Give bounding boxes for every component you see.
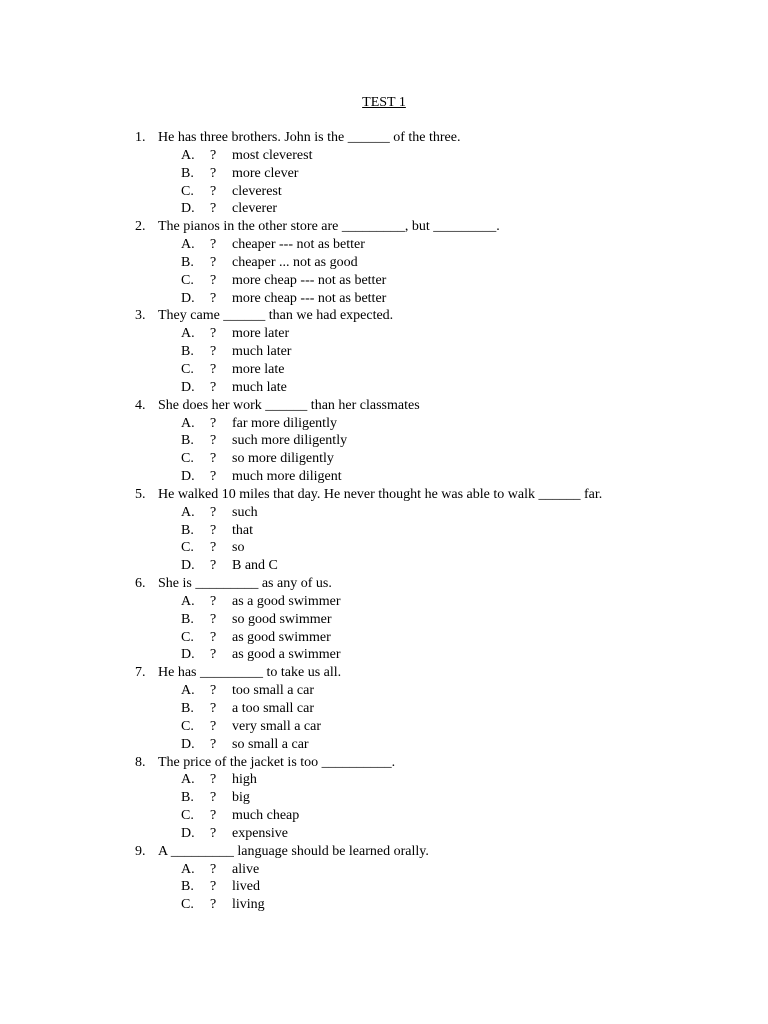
question-number: 6. (135, 576, 146, 592)
question-text: He has three brothers. John is the ______ of the three. (158, 130, 461, 145)
option-text: much more diligent (232, 469, 342, 485)
option-marker: ? (210, 201, 217, 217)
answer-option (0, 557, 768, 575)
question-text: They came ______ than we had expected. (158, 308, 394, 324)
option-text: so good swimmer (232, 611, 332, 627)
option-letter: D. (181, 647, 195, 663)
question-list (0, 129, 768, 914)
answer-option (0, 522, 768, 540)
option-text: cleverest (232, 183, 282, 199)
question-row (0, 575, 768, 593)
answer-option (0, 432, 768, 450)
option-text: B and C (232, 558, 278, 574)
option-text: much late (232, 379, 287, 395)
option-text: big (232, 790, 250, 806)
answer-option (0, 200, 768, 218)
answer-option (0, 807, 768, 825)
option-text: as a good swimmer (232, 593, 341, 609)
option-marker: ? (210, 558, 217, 574)
question-number: 3. (135, 308, 146, 324)
answer-option (0, 611, 768, 629)
option-marker: ? (210, 861, 217, 877)
answer-option (0, 539, 768, 557)
answer-option (0, 700, 768, 718)
answer-option (0, 272, 768, 290)
answer-option (0, 361, 768, 379)
option-text: so (232, 540, 245, 556)
answer-option (0, 878, 768, 896)
option-marker: ? (210, 808, 217, 824)
option-letter: C. (181, 540, 194, 556)
option-text: more late (232, 361, 285, 377)
question-row (0, 129, 768, 147)
option-marker: ? (210, 379, 217, 395)
option-letter: A. (181, 593, 195, 609)
answer-option (0, 736, 768, 754)
option-letter: C. (181, 183, 194, 199)
question-row (0, 664, 768, 682)
option-text: as good a swimmer (232, 647, 341, 663)
question-row (0, 486, 768, 504)
option-marker: ? (210, 647, 217, 663)
answer-option (0, 468, 768, 486)
option-marker: ? (210, 326, 217, 342)
option-letter: B. (181, 879, 194, 895)
option-letter: B. (181, 790, 194, 806)
option-text: more cheap --- not as better (232, 290, 387, 306)
question-number: 4. (135, 397, 146, 413)
option-text: very small a car (232, 718, 322, 734)
answer-option (0, 718, 768, 736)
page-title: TEST 1 (362, 95, 406, 110)
option-marker: ? (210, 451, 217, 467)
option-letter: D. (181, 379, 195, 395)
answer-option (0, 504, 768, 522)
option-marker: ? (210, 736, 217, 752)
option-letter: D. (181, 736, 195, 752)
question-text: A _________ language should be learned orally. (158, 843, 429, 859)
option-letter: B. (181, 344, 194, 360)
option-text: so small a car (232, 736, 309, 752)
option-letter: B. (181, 611, 194, 627)
option-marker: ? (210, 344, 217, 360)
question-row (0, 754, 768, 772)
option-text: so more diligently (232, 451, 334, 467)
question-text: He walked 10 miles that day. He never thought he was able to walk ______ far. (158, 486, 603, 502)
option-marker: ? (210, 469, 217, 485)
option-marker: ? (210, 165, 217, 181)
option-text: much cheap (232, 808, 300, 824)
option-marker: ? (210, 683, 217, 699)
answer-option (0, 343, 768, 361)
option-letter: A. (181, 326, 195, 342)
question-text: She is _________ as any of us. (158, 576, 332, 592)
option-text: lived (232, 879, 260, 895)
question-number: 7. (135, 665, 146, 681)
answer-option (0, 379, 768, 397)
option-text: cheaper --- not as better (232, 237, 365, 253)
answer-option (0, 450, 768, 468)
option-letter: B. (181, 165, 194, 181)
option-text: more clever (232, 165, 299, 181)
option-marker: ? (210, 825, 217, 841)
answer-option (0, 290, 768, 308)
answer-option (0, 789, 768, 807)
question-text: The price of the jacket is too __________. (158, 754, 396, 770)
option-letter: D. (181, 201, 195, 217)
option-marker: ? (210, 415, 217, 431)
option-text: alive (232, 861, 260, 877)
option-marker: ? (210, 718, 217, 734)
option-text: cheaper ... not as good (232, 254, 358, 270)
question-text: He has _________ to take us all. (158, 665, 342, 681)
option-marker: ? (210, 772, 217, 788)
option-letter: D. (181, 290, 195, 306)
answer-option (0, 236, 768, 254)
option-marker: ? (210, 183, 217, 199)
option-text: such (232, 504, 258, 520)
option-letter: A. (181, 147, 195, 163)
question-row (0, 218, 768, 236)
option-marker: ? (210, 593, 217, 609)
question-text: The pianos in the other store are _________, but _________. (158, 219, 500, 235)
option-text: a too small car (232, 701, 315, 716)
option-text: such more diligently (232, 433, 348, 449)
option-marker: ? (210, 701, 217, 716)
option-text: expensive (232, 825, 288, 841)
option-letter: C. (181, 451, 194, 467)
option-marker: ? (210, 504, 217, 520)
answer-option (0, 825, 768, 843)
option-marker: ? (210, 897, 217, 913)
option-text: cleverer (232, 201, 278, 217)
option-letter: C. (181, 808, 194, 824)
option-letter: C. (181, 272, 194, 288)
option-text: far more diligently (232, 415, 337, 431)
answer-option (0, 861, 768, 879)
option-letter: A. (181, 772, 195, 788)
question-number: 1. (135, 130, 146, 145)
answer-option (0, 147, 768, 165)
option-text: as good swimmer (232, 629, 331, 645)
option-letter: D. (181, 825, 195, 841)
option-marker: ? (210, 790, 217, 806)
option-letter: A. (181, 237, 195, 253)
question-text: She does her work ______ than her classmates (158, 397, 420, 413)
answer-option (0, 896, 768, 914)
answer-option (0, 682, 768, 700)
answer-option (0, 629, 768, 647)
option-marker: ? (210, 361, 217, 377)
answer-option (0, 593, 768, 611)
option-letter: B. (181, 701, 194, 716)
option-text: living (232, 897, 265, 913)
option-marker: ? (210, 272, 217, 288)
question-number: 5. (135, 486, 146, 502)
question-row (0, 397, 768, 415)
option-marker: ? (210, 879, 217, 895)
option-text: high (232, 772, 257, 788)
option-letter: C. (181, 897, 194, 913)
option-letter: C. (181, 361, 194, 377)
option-marker: ? (210, 237, 217, 253)
option-marker: ? (210, 290, 217, 306)
option-letter: A. (181, 683, 195, 699)
option-letter: C. (181, 718, 194, 734)
option-text: that (232, 522, 253, 538)
question-row (0, 307, 768, 325)
answer-option (0, 165, 768, 183)
option-letter: B. (181, 433, 194, 449)
option-marker: ? (210, 147, 217, 163)
answer-option (0, 646, 768, 664)
answer-option (0, 415, 768, 433)
question-number: 2. (135, 219, 146, 235)
option-letter: A. (181, 504, 195, 520)
answer-option (0, 325, 768, 343)
option-letter: A. (181, 415, 195, 431)
answer-option (0, 254, 768, 272)
option-marker: ? (210, 629, 217, 645)
option-text: much later (232, 344, 292, 360)
question-row (0, 843, 768, 861)
option-letter: B. (181, 254, 194, 270)
answer-option (0, 771, 768, 789)
option-text: too small a car (232, 683, 315, 699)
answer-option (0, 183, 768, 201)
option-text: more later (232, 326, 290, 342)
option-text: most cleverest (232, 147, 313, 163)
option-marker: ? (210, 254, 217, 270)
option-letter: D. (181, 469, 195, 485)
option-letter: C. (181, 629, 194, 645)
option-marker: ? (210, 522, 217, 538)
option-marker: ? (210, 433, 217, 449)
option-marker: ? (210, 611, 217, 627)
option-text: more cheap --- not as better (232, 272, 387, 288)
question-number: 8. (135, 754, 146, 770)
option-marker: ? (210, 540, 217, 556)
question-number: 9. (135, 843, 146, 859)
option-letter: A. (181, 861, 195, 877)
option-letter: B. (181, 522, 194, 538)
option-letter: D. (181, 558, 195, 574)
